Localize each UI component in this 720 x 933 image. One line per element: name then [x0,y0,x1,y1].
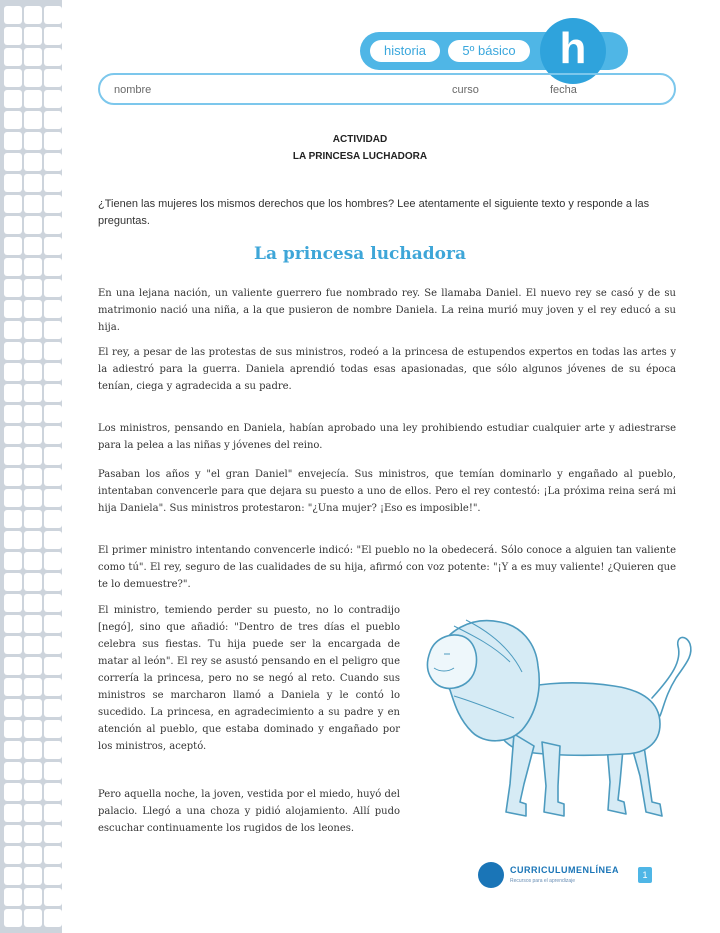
strip-square [44,846,62,864]
strip-square [24,342,42,360]
strip-square [24,468,42,486]
strip-square [44,405,62,423]
strip-square [44,489,62,507]
curriculum-logo-text: CURRICULUMENLÍNEA [510,865,619,875]
strip-square [4,300,22,318]
strip-square [24,783,42,801]
brand-logo: h [540,18,606,84]
strip-square [24,216,42,234]
strip-square [4,867,22,885]
curriculum-logo-subtitle: Recursos para el aprendizaje [510,878,576,884]
strip-square [24,195,42,213]
paragraph-2: El rey, a pesar de las protestas de sus ministros, rodeó a la princesa de estupendos expertos en todas las artes y la adiestró para la guerra. Daniela aprendió todas esas apasionadas, que sólo algunos jóvenes de su época tenían, ciega y agradecida a su padre. [98,347,676,392]
paragraph-3: Los ministros, pensando en Daniela, habían aprobado una ley prohibiendo estudiar cualquier arte y adiestrarse para la pelea a las niñas y jóvenes del reino. [98,423,676,451]
strip-square [44,90,62,108]
strip-square [24,279,42,297]
strip-square [24,6,42,24]
strip-square [44,363,62,381]
strip-square [4,384,22,402]
intro-text: ¿Tienen las mujeres los mismos derechos que los hombres? Lee atentamente el siguiente texto y responde a las preguntas. [98,198,650,227]
strip-square [44,636,62,654]
paragraph-7: Pero aquella noche, la joven, vestida por el miedo, huyó del palacio. Llegó a una choza y pidió alojamiento. Allí pudo escuchar continuamente los rugidos de los leones. [98,789,400,834]
strip-square [4,447,22,465]
strip-square [4,888,22,906]
strip-square [4,552,22,570]
strip-square [24,426,42,444]
strip-square [4,174,22,192]
strip-square [24,48,42,66]
strip-square [4,573,22,591]
strip-square [24,699,42,717]
strip-square [44,531,62,549]
date-label: fecha [550,84,577,96]
strip-square [44,720,62,738]
lion-illustration [414,606,704,834]
subject-tag: historia [370,40,440,62]
strip-square [4,342,22,360]
strip-square [4,279,22,297]
paragraph-4: Pasaban los años y "el gran Daniel" envejecía. Sus ministros, que temían dominarlo y engañado al pueblo, intentaban convencerle para que dejara su puesto a uno de ellos. Pero el rey contestó: ¡La próxima reina será mi hija Daniela". Sus ministros protestaron: "¿Una mujer? ¡Eso es imposible!". [98,469,676,514]
strip-square [44,69,62,87]
strip-square [24,69,42,87]
strip-square [4,909,22,927]
strip-square [24,657,42,675]
strip-square [44,468,62,486]
strip-square [44,216,62,234]
strip-square [24,321,42,339]
strip-square [24,867,42,885]
strip-square [24,90,42,108]
strip-square [4,804,22,822]
strip-square [44,111,62,129]
strip-square [44,909,62,927]
paragraph-5: El primer ministro intentando convencerle indicó: "El pueblo no la obedecerá. Sólo conoce a alguien tan valiente como tú". El rey, seguro de las cualidades de su hija, afirmó con voz potente: "¡Y a es muy valiente! ¿Quieren que te lo demuestre?". [98,545,676,590]
paragraph-1: En una lejana nación, un valiente guerrero fue nombrado rey. Se llamaba Daniel. El nuevo rey se casó y de su matrimonio nació una niña, a la que pusieron de nombre Daniela. La reina murió muy joven y el rey educó a su hija. [98,288,676,333]
strip-square [4,615,22,633]
strip-square [4,363,22,381]
strip-square [4,27,22,45]
strip-square [4,720,22,738]
strip-square [24,804,42,822]
strip-square [24,552,42,570]
strip-square [4,405,22,423]
strip-square [44,48,62,66]
strip-square [4,216,22,234]
strip-square [4,531,22,549]
strip-square [4,741,22,759]
strip-square [24,405,42,423]
strip-square [44,447,62,465]
strip-square [24,489,42,507]
strip-square [4,468,22,486]
strip-square [4,69,22,87]
strip-square [4,594,22,612]
strip-square [24,825,42,843]
strip-square [24,720,42,738]
curriculum-logo-icon [478,862,504,888]
strip-square [4,510,22,528]
strip-square [44,6,62,24]
strip-square [24,300,42,318]
story-title: La princesa luchadora [254,244,466,264]
strip-square [24,846,42,864]
strip-square [4,825,22,843]
strip-square [4,846,22,864]
strip-square [44,552,62,570]
strip-square [24,615,42,633]
strip-square [44,321,62,339]
strip-square [44,615,62,633]
strip-square [44,279,62,297]
strip-square [24,888,42,906]
course-label: curso [452,84,479,96]
name-label: nombre [114,84,152,96]
strip-square [44,384,62,402]
strip-square [44,741,62,759]
strip-square [4,426,22,444]
strip-square [24,573,42,591]
strip-square [44,300,62,318]
student-info-bar[interactable] [98,73,676,105]
strip-square [44,174,62,192]
strip-square [4,48,22,66]
strip-square [44,825,62,843]
strip-square [24,510,42,528]
strip-square [4,111,22,129]
strip-square [44,342,62,360]
strip-square [24,447,42,465]
strip-square [44,573,62,591]
paragraph-6: El ministro, temiendo perder su puesto, no lo contradijo [negó], sino que añadió: "Dentro de tres días el pueblo celebra sus fiestas. Tu hija puede ser la encargada de matar al león". El rey se asustó pensando en el peligro que correría la princesa, pero no se negó al reto. Cuando sus ministros se marcharon llamó a Daniela y le contó lo sucedido. La princesa, en agradecimiento a su padre y en atención al pueblo, que estaba dominado y engañado por los ministros, aceptó. [98,605,400,752]
strip-square [4,783,22,801]
page-number: 1 [638,867,652,883]
strip-square [4,489,22,507]
grade-tag: 5º básico [448,40,530,62]
strip-square [44,699,62,717]
strip-square [4,678,22,696]
strip-square [44,657,62,675]
strip-square [4,321,22,339]
strip-square [24,111,42,129]
strip-square [44,27,62,45]
strip-square [24,909,42,927]
strip-square [24,384,42,402]
strip-square [24,27,42,45]
strip-square [24,762,42,780]
strip-square [44,195,62,213]
strip-square [24,174,42,192]
strip-square [4,636,22,654]
strip-square [24,741,42,759]
strip-square [4,90,22,108]
activity-title: LA PRINCESA LUCHADORA [292,151,428,162]
strip-square [44,510,62,528]
strip-square [24,594,42,612]
strip-square [24,531,42,549]
strip-square [24,363,42,381]
activity-label: ACTIVIDAD [332,134,388,145]
strip-square [44,804,62,822]
strip-square [4,762,22,780]
strip-square [4,195,22,213]
strip-square [4,699,22,717]
strip-square [44,426,62,444]
strip-square [24,678,42,696]
strip-square [44,888,62,906]
strip-square [24,636,42,654]
strip-square [4,657,22,675]
strip-square [44,594,62,612]
strip-square [44,762,62,780]
strip-square [4,6,22,24]
strip-square [44,783,62,801]
strip-square [44,678,62,696]
strip-square [44,867,62,885]
